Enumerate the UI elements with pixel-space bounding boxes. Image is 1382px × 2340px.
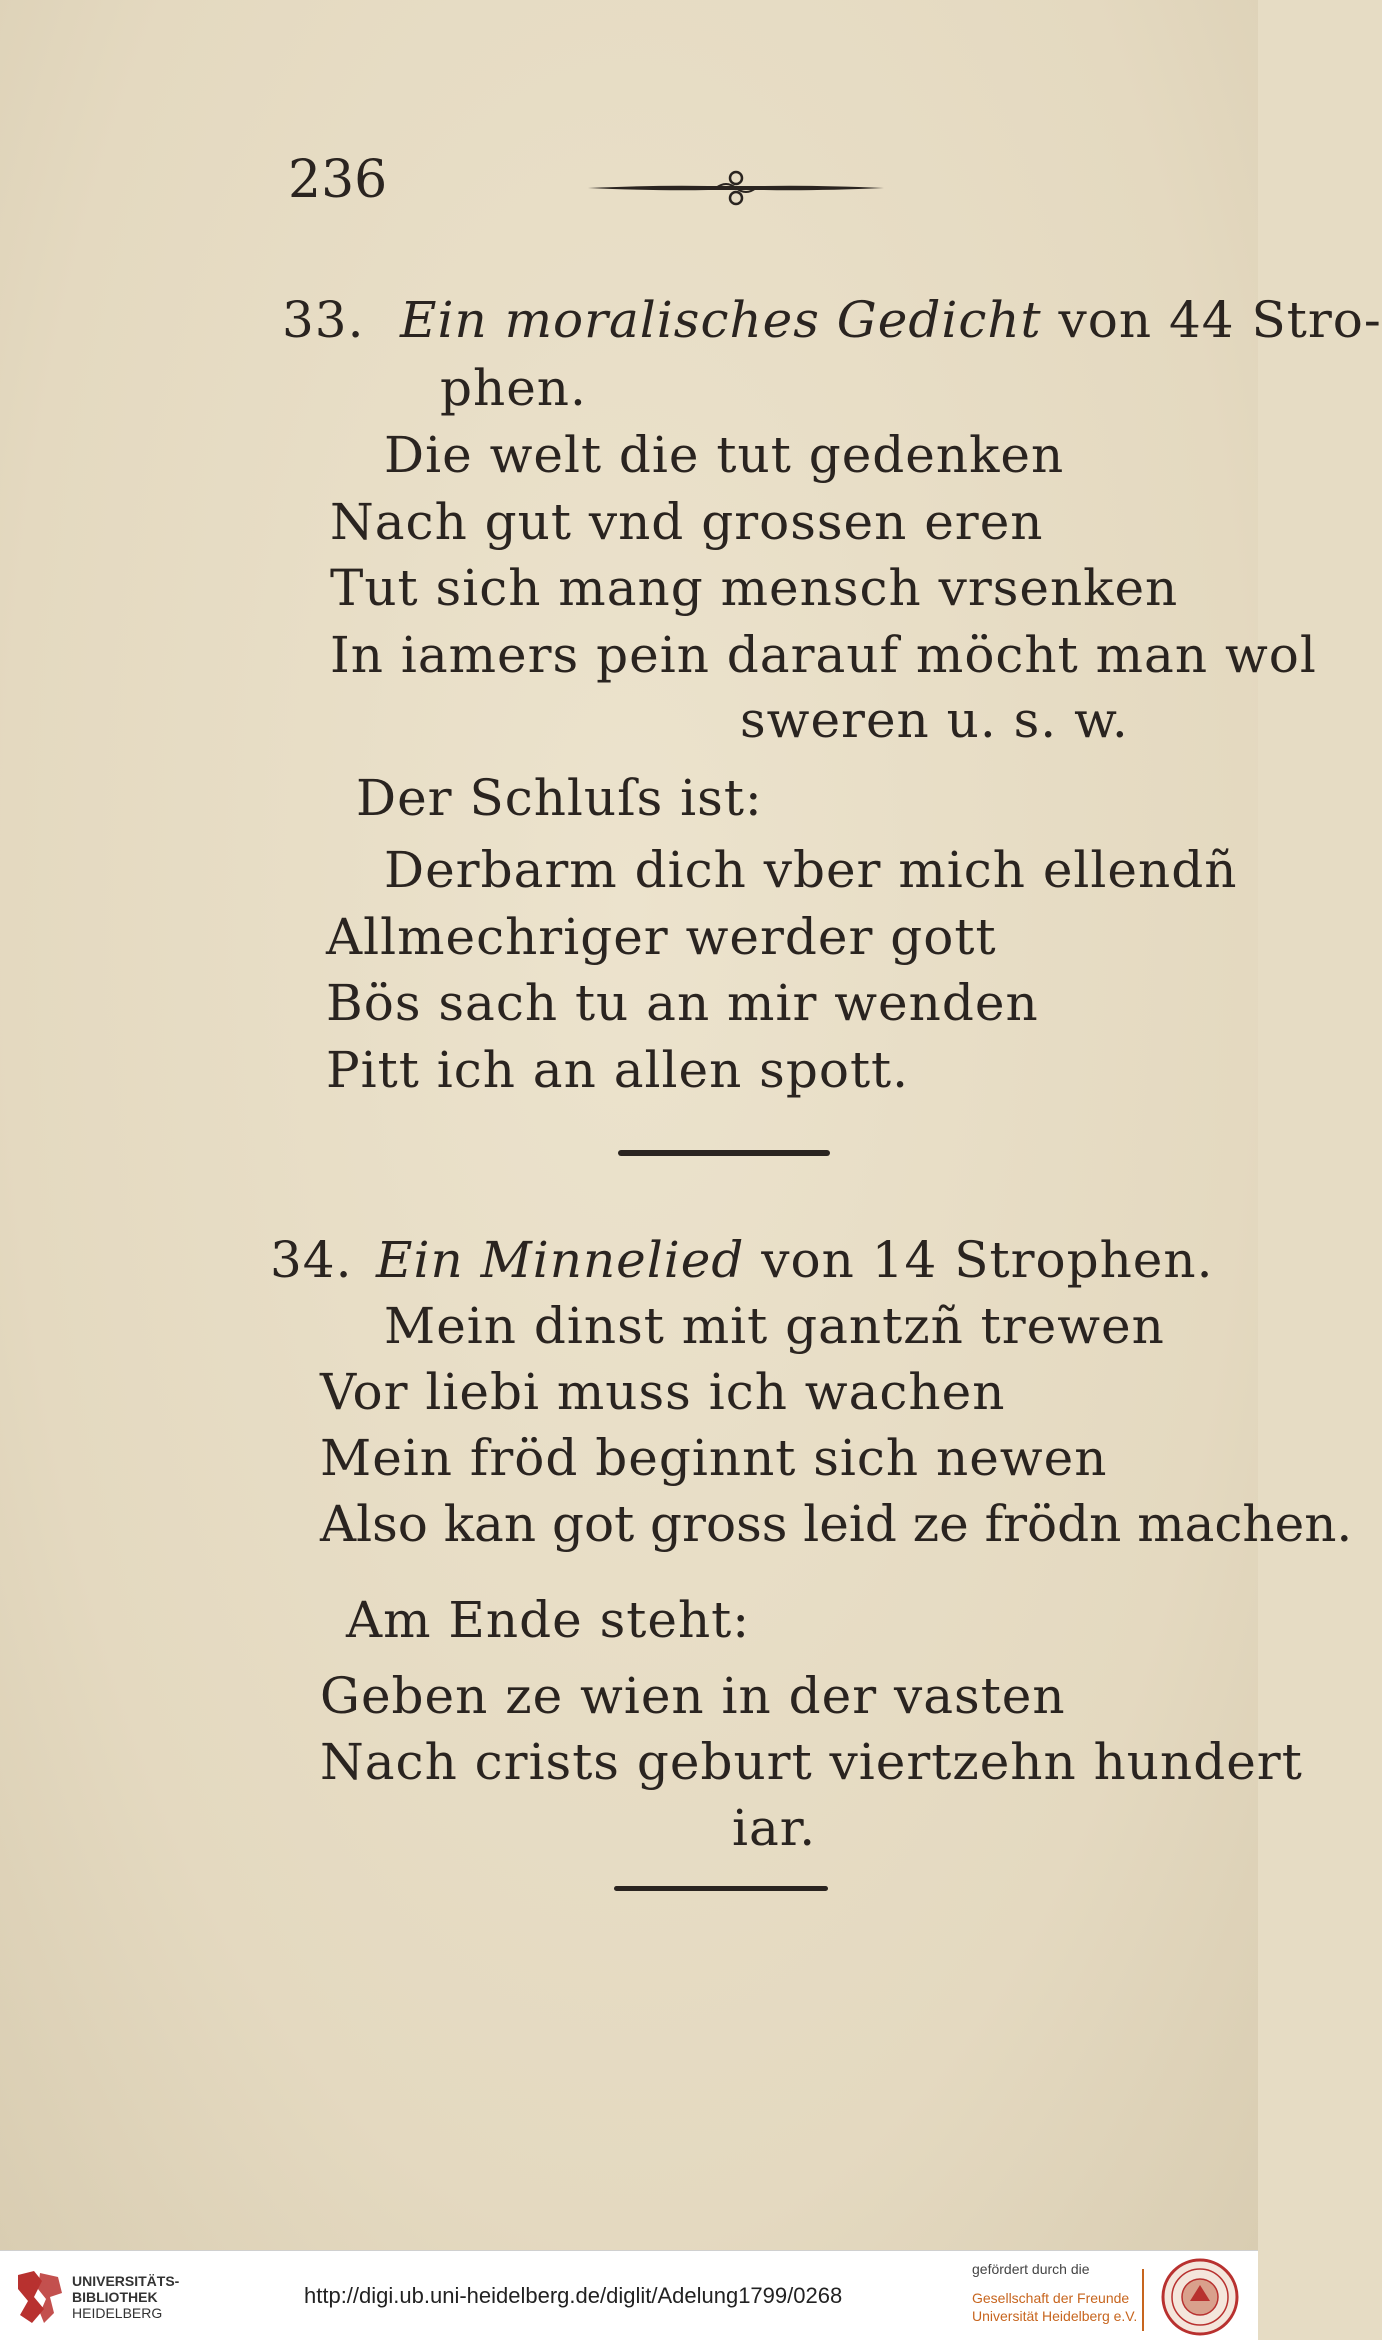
library-name-line: UNIVERSITÄTS- [72, 2273, 180, 2289]
section-divider [618, 1150, 830, 1156]
sponsor-name [972, 2289, 1137, 2325]
verse-line: Mein fröd beginnt sich newen [320, 1429, 1108, 1487]
entry-34-subheading: Am Ende steht: [346, 1591, 751, 1649]
verse-line: Derbarm dich vber mich ellendñ [384, 841, 1238, 899]
entry-34-number: 34. [270, 1231, 353, 1289]
library-name-line: HEIDELBERG [72, 2305, 163, 2321]
verse-line: Bös sach tu an mir wenden [326, 974, 1039, 1032]
verse-line: Pitt ich an allen spott. [326, 1041, 910, 1099]
page-number: 236 [288, 150, 388, 210]
entry-33-desc: von 44 Stro- [1058, 291, 1382, 349]
verse-line: Die welt die tut gedenken [384, 426, 1065, 484]
verse-line: Also kan got gross leid ze frödn machen. [320, 1495, 1353, 1553]
verse-line: iar. [732, 1799, 817, 1857]
verse-line: sweren u. s. w. [740, 691, 1129, 749]
verse-line: Mein dinst mit gantzñ trewen [384, 1297, 1165, 1355]
sponsor-lead: gefördert durch die [972, 2261, 1090, 2277]
entry-34-desc: von 14 Strophen. [761, 1231, 1214, 1289]
entry-34-heading [376, 1230, 1213, 1290]
entry-34-title: Ein Minnelied [376, 1231, 745, 1289]
entry-33-heading [400, 290, 1382, 350]
entry-33-subheading: Der Schluſs ist: [356, 769, 763, 827]
entry-33-number: 33. [282, 291, 365, 349]
footer-bar [0, 2250, 1258, 2340]
university-seal-icon [1160, 2257, 1240, 2337]
verse-line: Tut sich mang mensch vrsenken [330, 559, 1179, 617]
section-divider [614, 1886, 828, 1891]
ornament-header-icon [588, 168, 884, 208]
entry-33-title: Ein moralisches Gedicht [400, 291, 1042, 349]
permalink-url[interactable]: http://digi.ub.uni-heidelberg.de/diglit/Adelung1799/0268 [304, 2283, 843, 2308]
library-name [72, 2273, 179, 2321]
verse-line: Geben ze wien in der vasten [320, 1667, 1066, 1725]
library-name-line: BIBLIOTHEK [72, 2289, 158, 2305]
sponsor-name-line: Universität Heidelberg e.V. [972, 2308, 1138, 2324]
verse-line: Allmechriger werder gott [326, 908, 997, 966]
ub-heidelberg-logo-icon [14, 2267, 66, 2327]
verse-line: Nach crists geburt viertzehn hundert [320, 1733, 1303, 1791]
sponsor-divider [1142, 2269, 1144, 2331]
verse-line: Vor liebi muss ich wachen [320, 1363, 1006, 1421]
verse-line: Nach gut vnd grossen eren [330, 493, 1044, 551]
sponsor-name-line: Gesellschaft der Freunde [972, 2290, 1130, 2306]
verse-line: In iamers pein darauf möcht man wol [330, 626, 1317, 684]
entry-33-desc-cont: phen. [440, 359, 587, 417]
